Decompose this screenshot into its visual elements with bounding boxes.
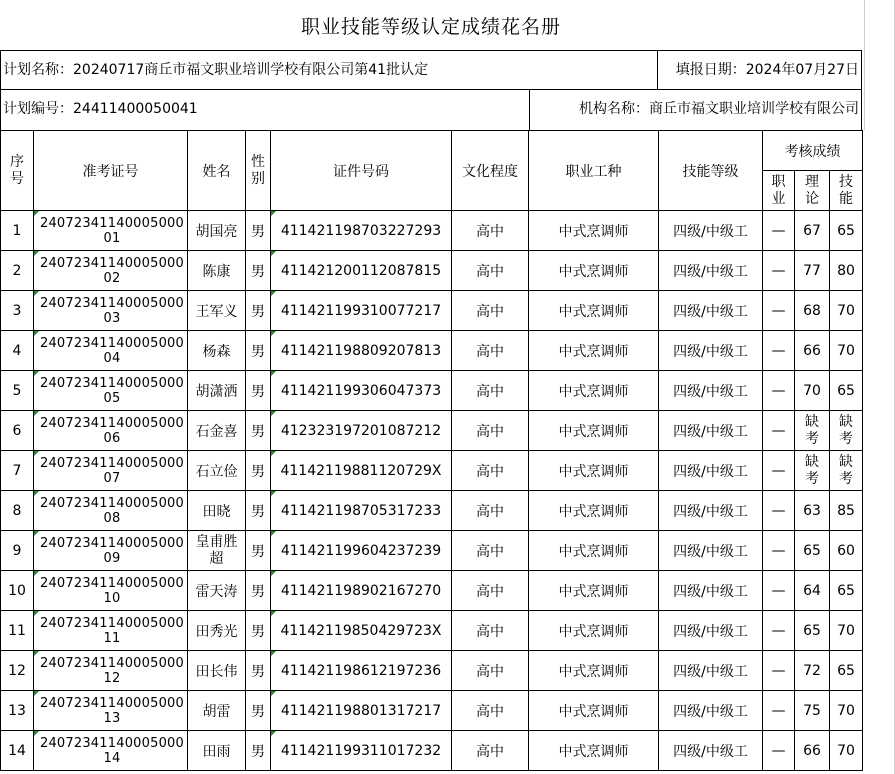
cell-gender: 男 — [246, 651, 271, 691]
cell-education: 高中 — [452, 491, 529, 531]
cell-skill-level: 四级/中级工 — [659, 491, 763, 531]
cell-occupation: 中式烹调师 — [529, 451, 659, 491]
cell-gender: 男 — [246, 211, 271, 251]
cell-education: 高中 — [452, 571, 529, 611]
table-row — [1, 611, 863, 651]
header-occupation: 职业工种 — [529, 131, 659, 211]
cell-gender: 男 — [246, 731, 271, 771]
cell-education: 高中 — [452, 451, 529, 491]
cell-ticket-number: 2407234114000500005 — [34, 371, 188, 411]
cell-ticket-number: 2407234114000500004 — [34, 331, 188, 371]
cell-ticket-number: 2407234114000500014 — [34, 731, 188, 771]
cell-name: 田雨 — [188, 731, 246, 771]
cell-name: 皇甫胜超 — [188, 531, 246, 571]
cell-score-skill: 65 — [830, 211, 863, 251]
cell-score-career: — — [763, 531, 795, 571]
cell-gender: 男 — [246, 571, 271, 611]
cell-seq: 6 — [1, 411, 34, 451]
cell-id-number: 411421198703227293 — [271, 211, 452, 251]
cell-name: 胡潇洒 — [188, 371, 246, 411]
cell-id-number: 411421198809207813 — [271, 331, 452, 371]
cell-skill-level: 四级/中级工 — [659, 691, 763, 731]
cell-occupation: 中式烹调师 — [529, 251, 659, 291]
header-skill-level: 技能等级 — [659, 131, 763, 211]
cell-score-theory: 缺考 — [795, 411, 830, 451]
cell-occupation: 中式烹调师 — [529, 411, 659, 451]
cell-score-theory: 77 — [795, 251, 830, 291]
cell-score-skill: 缺考 — [830, 451, 863, 491]
cell-ticket-number: 2407234114000500009 — [34, 531, 188, 571]
header-education: 文化程度 — [452, 131, 529, 211]
table-row — [1, 491, 863, 531]
header-scores: 考核成绩 — [763, 131, 863, 171]
cell-occupation: 中式烹调师 — [529, 291, 659, 331]
cell-id-number: 411421199310077217 — [271, 291, 452, 331]
cell-score-skill: 85 — [830, 491, 863, 531]
cell-score-skill: 65 — [830, 651, 863, 691]
cell-education: 高中 — [452, 531, 529, 571]
cell-id-number: 411421198612197236 — [271, 651, 452, 691]
cell-skill-level: 四级/中级工 — [659, 731, 763, 771]
cell-id-number: 41142119850429723X — [271, 611, 452, 651]
plan-name: 计划名称：20240717商丘市福文职业培训学校有限公司第41批认定 — [3, 62, 429, 78]
cell-occupation: 中式烹调师 — [529, 571, 659, 611]
cell-name: 田长伟 — [188, 651, 246, 691]
cell-occupation: 中式烹调师 — [529, 491, 659, 531]
cell-education: 高中 — [452, 251, 529, 291]
cell-id-number: 412323197201087212 — [271, 411, 452, 451]
cell-score-career: — — [763, 651, 795, 691]
header-score-theory: 理论 — [795, 171, 830, 211]
cell-name: 王军义 — [188, 291, 246, 331]
cell-id-number: 411421198801317217 — [271, 691, 452, 731]
cell-education: 高中 — [452, 731, 529, 771]
cell-name: 田晓 — [188, 491, 246, 531]
header-ticket: 准考证号 — [34, 131, 188, 211]
cell-seq: 1 — [1, 211, 34, 251]
table-row — [1, 331, 863, 371]
cell-skill-level: 四级/中级工 — [659, 451, 763, 491]
cell-seq: 9 — [1, 531, 34, 571]
cell-id-number: 411421198705317233 — [271, 491, 452, 531]
cell-gender: 男 — [246, 411, 271, 451]
cell-occupation: 中式烹调师 — [529, 371, 659, 411]
cell-education: 高中 — [452, 611, 529, 651]
cell-score-career: — — [763, 611, 795, 651]
table-row — [1, 411, 863, 451]
cell-score-career: — — [763, 331, 795, 371]
cell-score-theory: 68 — [795, 291, 830, 331]
cell-score-career: — — [763, 491, 795, 531]
header-row — [1, 131, 863, 171]
cell-score-career: — — [763, 411, 795, 451]
cell-gender: 男 — [246, 251, 271, 291]
cell-skill-level: 四级/中级工 — [659, 411, 763, 451]
org-name: 机构名称：商丘市福文职业培训学校有限公司 — [579, 101, 859, 117]
cell-occupation: 中式烹调师 — [529, 691, 659, 731]
table-row — [1, 251, 863, 291]
table-row — [1, 571, 863, 611]
cell-score-career: — — [763, 251, 795, 291]
cell-ticket-number: 2407234114000500008 — [34, 491, 188, 531]
cell-ticket-number: 2407234114000500012 — [34, 651, 188, 691]
table-row — [1, 651, 863, 691]
cell-seq: 3 — [1, 291, 34, 331]
cell-education: 高中 — [452, 411, 529, 451]
cell-occupation: 中式烹调师 — [529, 331, 659, 371]
cell-skill-level: 四级/中级工 — [659, 651, 763, 691]
fill-date: 填报日期：2024年07月27日 — [675, 62, 859, 78]
cell-score-theory: 64 — [795, 571, 830, 611]
header-id-number: 证件号码 — [271, 131, 452, 211]
cell-name: 胡雷 — [188, 691, 246, 731]
cell-skill-level: 四级/中级工 — [659, 291, 763, 331]
cell-ticket-number: 2407234114000500011 — [34, 611, 188, 651]
cell-skill-level: 四级/中级工 — [659, 251, 763, 291]
cell-ticket-number: 2407234114000500003 — [34, 291, 188, 331]
cell-score-theory: 65 — [795, 531, 830, 571]
score-table — [0, 130, 863, 771]
cell-score-theory: 缺考 — [795, 451, 830, 491]
cell-id-number: 411421200112087815 — [271, 251, 452, 291]
cell-gender: 男 — [246, 451, 271, 491]
cell-gender: 男 — [246, 691, 271, 731]
header-gender: 性别 — [246, 131, 271, 211]
cell-score-theory: 75 — [795, 691, 830, 731]
table-row — [1, 691, 863, 731]
cell-seq: 12 — [1, 651, 34, 691]
cell-name: 杨森 — [188, 331, 246, 371]
cell-ticket-number: 2407234114000500001 — [34, 211, 188, 251]
cell-score-skill: 70 — [830, 291, 863, 331]
table-row — [1, 211, 863, 251]
cell-seq: 5 — [1, 371, 34, 411]
cell-name: 田秀光 — [188, 611, 246, 651]
cell-seq: 8 — [1, 491, 34, 531]
cell-gender: 男 — [246, 371, 271, 411]
cell-ticket-number: 2407234114000500006 — [34, 411, 188, 451]
cell-score-skill: 70 — [830, 611, 863, 651]
cell-gender: 男 — [246, 531, 271, 571]
cell-score-career: — — [763, 291, 795, 331]
header-name: 姓名 — [188, 131, 246, 211]
table-row — [1, 371, 863, 411]
cell-score-career: — — [763, 571, 795, 611]
cell-seq: 13 — [1, 691, 34, 731]
sheet-gridline — [864, 0, 865, 130]
cell-education: 高中 — [452, 371, 529, 411]
cell-skill-level: 四级/中级工 — [659, 211, 763, 251]
cell-score-skill: 70 — [830, 331, 863, 371]
cell-id-number: 411421199306047373 — [271, 371, 452, 411]
cell-score-skill: 缺考 — [830, 411, 863, 451]
cell-education: 高中 — [452, 331, 529, 371]
cell-score-theory: 65 — [795, 611, 830, 651]
cell-score-career: — — [763, 451, 795, 491]
cell-education: 高中 — [452, 691, 529, 731]
cell-seq: 4 — [1, 331, 34, 371]
cell-name: 胡国亮 — [188, 211, 246, 251]
cell-score-skill: 80 — [830, 251, 863, 291]
cell-score-career: — — [763, 731, 795, 771]
cell-occupation: 中式烹调师 — [529, 531, 659, 571]
cell-score-theory: 67 — [795, 211, 830, 251]
cell-score-theory: 66 — [795, 731, 830, 771]
cell-seq: 11 — [1, 611, 34, 651]
cell-seq: 14 — [1, 731, 34, 771]
page-title: 职业技能等级认定成绩花名册 — [300, 15, 561, 38]
plan-number-row — [0, 89, 862, 131]
cell-gender: 男 — [246, 491, 271, 531]
cell-occupation: 中式烹调师 — [529, 651, 659, 691]
cell-score-career: — — [763, 691, 795, 731]
cell-occupation: 中式烹调师 — [529, 731, 659, 771]
cell-name: 石立俭 — [188, 451, 246, 491]
table-row — [1, 451, 863, 491]
cell-skill-level: 四级/中级工 — [659, 371, 763, 411]
cell-score-career: — — [763, 371, 795, 411]
cell-score-skill: 65 — [830, 371, 863, 411]
cell-ticket-number: 2407234114000500007 — [34, 451, 188, 491]
cell-seq: 10 — [1, 571, 34, 611]
cell-name: 石金喜 — [188, 411, 246, 451]
cell-seq: 7 — [1, 451, 34, 491]
cell-score-skill: 65 — [830, 571, 863, 611]
info-divider — [657, 51, 658, 89]
cell-score-skill: 60 — [830, 531, 863, 571]
cell-score-theory: 72 — [795, 651, 830, 691]
cell-skill-level: 四级/中级工 — [659, 531, 763, 571]
table-row — [1, 531, 863, 571]
cell-gender: 男 — [246, 331, 271, 371]
cell-skill-level: 四级/中级工 — [659, 611, 763, 651]
cell-id-number: 411421199604237239 — [271, 531, 452, 571]
cell-name: 陈康 — [188, 251, 246, 291]
cell-gender: 男 — [246, 291, 271, 331]
cell-score-skill: 70 — [830, 731, 863, 771]
cell-score-theory: 63 — [795, 491, 830, 531]
cell-score-theory: 66 — [795, 331, 830, 371]
table-row — [1, 291, 863, 331]
cell-id-number: 411421198902167270 — [271, 571, 452, 611]
plan-info-row — [0, 50, 862, 90]
cell-score-skill: 70 — [830, 691, 863, 731]
header-score-skill: 技能 — [830, 171, 863, 211]
cell-name: 雷天涛 — [188, 571, 246, 611]
cell-score-career: — — [763, 211, 795, 251]
table-row — [1, 731, 863, 771]
cell-ticket-number: 2407234114000500002 — [34, 251, 188, 291]
header-score-career: 职业 — [763, 171, 795, 211]
cell-occupation: 中式烹调师 — [529, 611, 659, 651]
cell-gender: 男 — [246, 611, 271, 651]
plan-number: 计划编号：24411400050041 — [3, 101, 198, 117]
cell-occupation: 中式烹调师 — [529, 211, 659, 251]
cell-id-number: 41142119881120729X — [271, 451, 452, 491]
cell-education: 高中 — [452, 651, 529, 691]
cell-education: 高中 — [452, 291, 529, 331]
cell-education: 高中 — [452, 211, 529, 251]
cell-score-theory: 70 — [795, 371, 830, 411]
cell-ticket-number: 2407234114000500013 — [34, 691, 188, 731]
cell-seq: 2 — [1, 251, 34, 291]
cell-skill-level: 四级/中级工 — [659, 331, 763, 371]
header-seq: 序号 — [1, 131, 34, 211]
cell-ticket-number: 2407234114000500010 — [34, 571, 188, 611]
cell-skill-level: 四级/中级工 — [659, 571, 763, 611]
info-divider — [529, 90, 530, 130]
cell-id-number: 411421199311017232 — [271, 731, 452, 771]
